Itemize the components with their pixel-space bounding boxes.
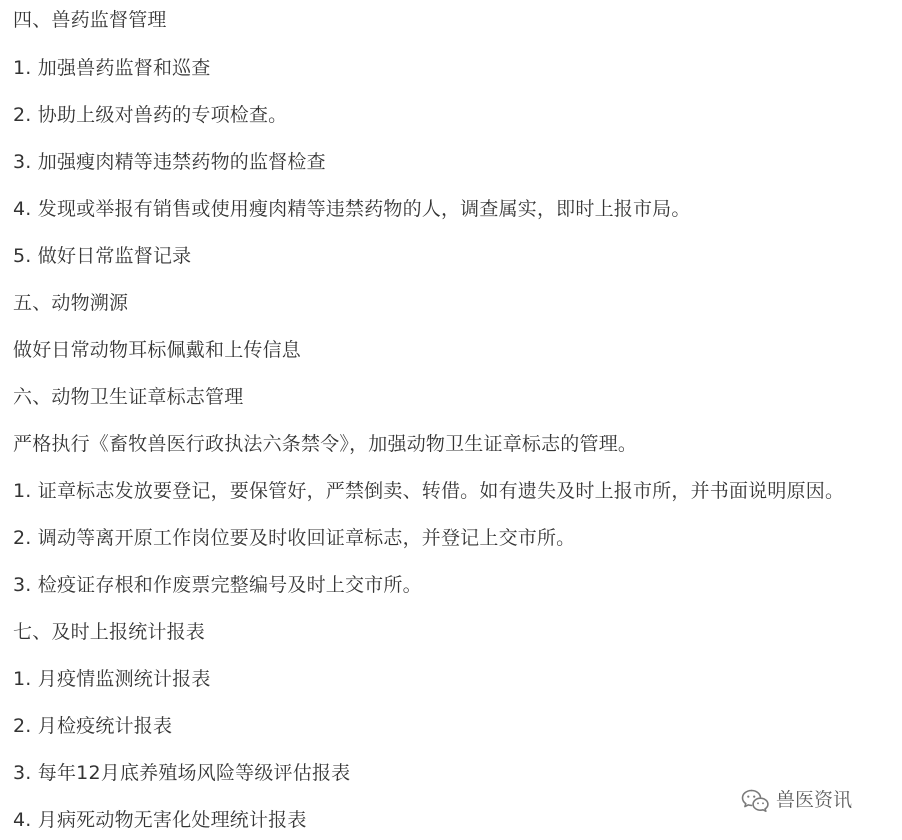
wechat-icon — [740, 787, 770, 813]
section-heading-certificate-management: 六、动物卫生证章标志管理 — [13, 386, 244, 408]
list-item: 4. 发现或举报有销售或使用瘦肉精等违禁药物的人，调查属实，即时上报市局。 — [13, 198, 691, 220]
paragraph: 做好日常动物耳标佩戴和上传信息 — [13, 339, 302, 361]
section-heading-vet-drug-supervision: 四、兽药监督管理 — [13, 9, 167, 31]
list-item: 3. 检疫证存根和作废票完整编号及时上交市所。 — [13, 574, 422, 596]
list-item: 1. 加强兽药监督和巡查 — [13, 57, 211, 79]
list-item: 2. 月检疫统计报表 — [13, 715, 173, 737]
watermark-text: 兽医资讯 — [776, 789, 853, 811]
list-item: 1. 月疫情监测统计报表 — [13, 668, 211, 690]
list-item: 2. 调动等离开原工作岗位要及时收回证章标志，并登记上交市所。 — [13, 527, 576, 549]
paragraph: 严格执行《畜牧兽医行政执法六条禁令》，加强动物卫生证章标志的管理。 — [13, 433, 638, 455]
list-item: 3. 每年12月底养殖场风险等级评估报表 — [13, 762, 351, 784]
list-item: 4. 月病死动物无害化处理统计报表 — [13, 809, 307, 831]
section-heading-statistics-reports: 七、及时上报统计报表 — [13, 621, 206, 643]
list-item: 2. 协助上级对兽药的专项检查。 — [13, 104, 288, 126]
list-item: 5. 做好日常监督记录 — [13, 245, 192, 267]
list-item: 1. 证章标志发放要登记，要保管好，严禁倒卖、转借。如有遗失及时上报市所，并书面说明原因。 — [13, 480, 845, 502]
list-item: 3. 加强瘦肉精等违禁药物的监督检查 — [13, 151, 326, 173]
section-heading-animal-traceability: 五、动物溯源 — [13, 292, 129, 314]
watermark — [740, 786, 852, 814]
